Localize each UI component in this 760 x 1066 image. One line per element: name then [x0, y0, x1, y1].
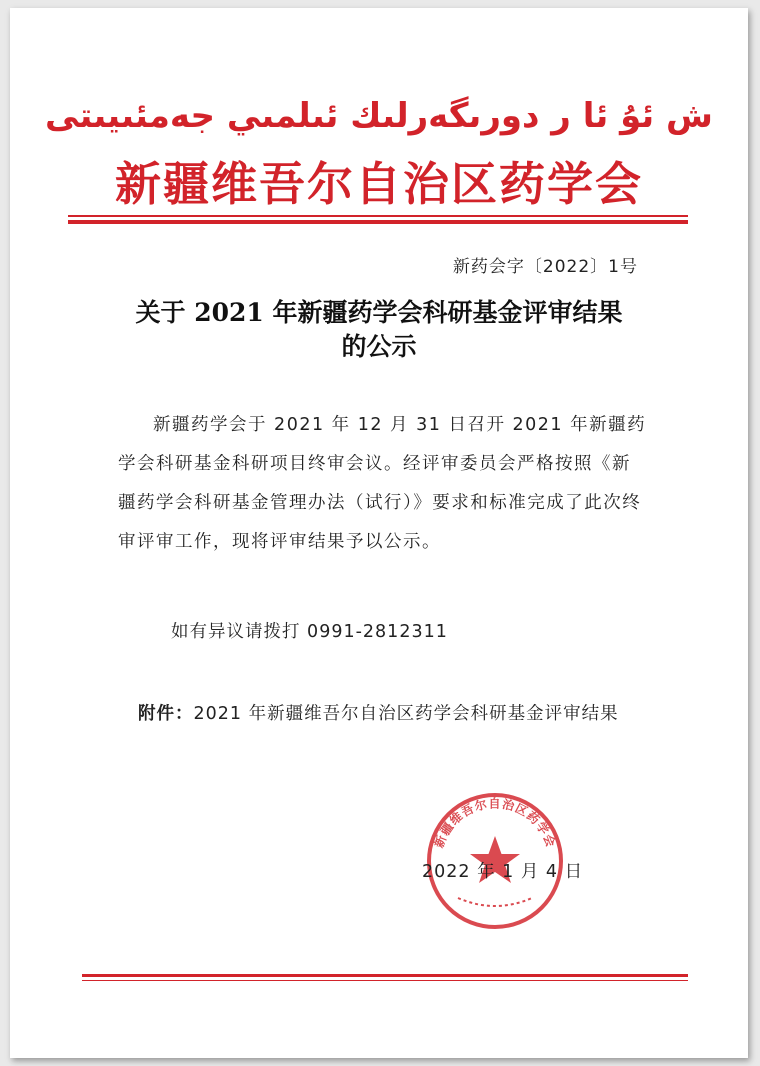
document-title [10, 296, 748, 364]
footer-rule-thin [82, 980, 688, 981]
title-line-1: 关于 2021 年新疆药学会科研基金评审结果 [135, 298, 623, 327]
org-name-chinese: 新疆维吾尔自治区药学会 [115, 157, 643, 211]
document-number: 新药会字〔2022〕1号 [452, 257, 638, 277]
title-line-2: 的公示 [341, 332, 417, 361]
footer-rule-thick [82, 974, 688, 977]
attachment-line [138, 700, 619, 725]
document-date: 2022 年 1 月 4 日 [422, 862, 584, 882]
attachment-label: 附件： [138, 704, 194, 724]
seal-bottom-script [458, 898, 532, 906]
body-text: 新疆药学会于 2021 年 12 月 31 日召开 2021 年新疆药学会科研基金科研项目终审会议。经评审委员会严格按照《新疆药学会科研基金管理办法（试行）》要求和标准完成了此次终审评审工作，现将评审结果予以公示。 [118, 415, 647, 552]
body-paragraph [118, 406, 648, 562]
org-name-uyghur: ش ئۇ ئا ر دورىگەرلىك ئىلمىي جەمئىيىتى [45, 96, 713, 136]
header-rule-thin [68, 215, 688, 217]
seal-text-path: 新疆维吾尔自治区药学会 [431, 796, 559, 850]
header-rule-thick [68, 220, 688, 224]
document-page [10, 8, 748, 1058]
contact-line: 如有异议请拨打 0991-2812311 [171, 622, 448, 642]
attachment-text: 2021 年新疆维吾尔自治区药学会科研基金评审结果 [193, 704, 619, 724]
